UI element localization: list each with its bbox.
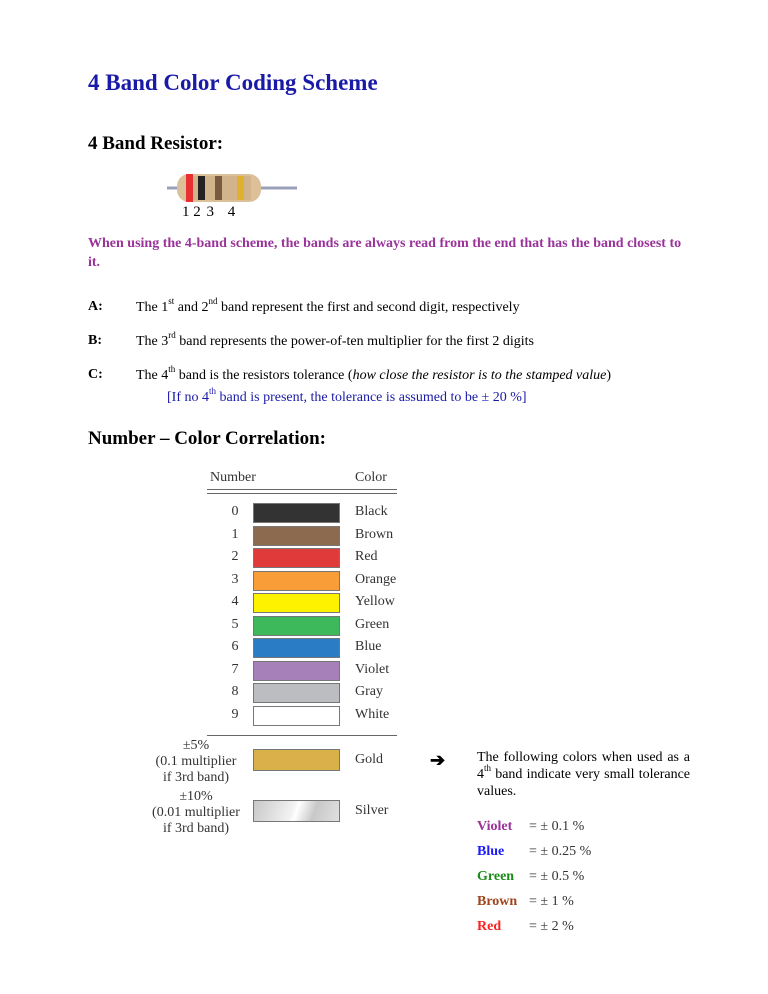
table-number — [141, 738, 251, 786]
table-color-name: White — [355, 706, 390, 722]
table-number: 0 — [231, 504, 239, 519]
tolerance-value: = ± 0.5 % — [529, 869, 585, 884]
table-color-name: Green — [355, 616, 390, 632]
rule-label: C: — [88, 367, 103, 382]
side-note: The following colors when used as a 4th band indicate very small tolerance values. — [477, 750, 690, 799]
band-1 — [186, 174, 193, 202]
tolerance-color: Red — [477, 919, 502, 934]
tolerance-item — [477, 869, 584, 885]
intro-text: When using the 4-band scheme, the bands are always read from the end that has the band closest to it. — [88, 236, 682, 270]
color-swatch — [253, 526, 340, 546]
color-swatch — [253, 749, 340, 771]
tolerance-item — [477, 819, 584, 835]
tolerance-value: = ± 2 % — [529, 919, 574, 934]
table-color-name: Violet — [355, 661, 390, 677]
number-line: if 3rd band) — [162, 821, 230, 836]
number-line: ±5% — [182, 738, 210, 753]
tolerance-color: Blue — [477, 844, 505, 859]
number-line: (0.01 multiplier — [152, 805, 240, 820]
table-color-name: Black — [355, 504, 388, 519]
arrow-right-icon: ➔ — [430, 750, 446, 770]
color-swatch — [253, 800, 340, 822]
tolerance-item — [477, 919, 574, 935]
band-2 — [198, 176, 205, 200]
color-swatch — [253, 638, 340, 658]
table-color-name: Gold — [355, 752, 383, 767]
table-color-name: Brown — [355, 526, 394, 542]
color-swatch — [253, 593, 340, 613]
resistor-illustration — [165, 168, 300, 208]
tolerance-value: = ± 0.1 % — [529, 819, 585, 834]
band-label: 1 — [182, 204, 190, 220]
rule-label: A: — [88, 299, 103, 314]
tolerance-note: [If no 4th band is present, the tolerance is assumed to be ± 20 %] — [167, 386, 527, 405]
band-3 — [215, 176, 222, 200]
table-number: 7 — [231, 661, 239, 677]
table-number: 2 — [231, 549, 239, 564]
number-line: ±10% — [179, 789, 213, 804]
rule-text: The 4th band is the resistors tolerance (how close the resistor is to the stamped value) — [136, 364, 612, 383]
table-number: 8 — [231, 684, 239, 699]
color-swatch — [253, 616, 340, 636]
table-color-name: Silver — [355, 803, 389, 818]
color-swatch — [253, 661, 340, 681]
color-swatch — [253, 571, 340, 591]
band-label: 4 — [227, 204, 236, 220]
band-numbers — [182, 204, 235, 221]
table-number: 6 — [231, 639, 239, 654]
header-number: Number — [210, 470, 256, 485]
table-number: 9 — [231, 706, 239, 722]
correlation-heading: Number – Color Correlation: — [88, 428, 327, 449]
table-number: 1 — [231, 526, 239, 542]
table-color-name: Gray — [355, 684, 383, 699]
resistor-heading: 4 Band Resistor: — [88, 133, 224, 154]
color-swatch — [253, 548, 340, 568]
table-number: 4 — [231, 594, 239, 609]
table-color-name: Blue — [355, 639, 382, 654]
table-number: 3 — [231, 571, 239, 587]
page-title: 4 Band Color Coding Scheme — [88, 70, 378, 95]
tolerance-color: Brown — [477, 894, 518, 909]
table-color-name: Red — [355, 549, 378, 564]
band-label: 3 — [206, 204, 214, 220]
band-label: 2 — [193, 204, 201, 220]
rule-text: The 1st and 2nd band represent the first and second digit, respectively — [136, 296, 520, 315]
tolerance-value: = ± 0.25 % — [529, 844, 592, 859]
number-line: (0.1 multiplier — [155, 754, 237, 769]
color-swatch — [253, 503, 340, 523]
table-color-name: Orange — [355, 571, 397, 587]
tolerance-value: = ± 1 % — [529, 894, 574, 909]
number-line: if 3rd band) — [162, 770, 230, 785]
tolerance-item — [477, 844, 591, 860]
header-color: Color — [355, 470, 387, 485]
tolerance-color: Violet — [477, 819, 513, 834]
table-color-name: Yellow — [355, 594, 395, 609]
color-swatch — [253, 683, 340, 703]
tolerance-color: Green — [477, 869, 515, 884]
tolerance-item — [477, 894, 574, 910]
rule-label: B: — [88, 333, 102, 348]
table-number — [141, 789, 251, 837]
table-number: 5 — [231, 616, 239, 632]
band-4 — [237, 176, 244, 200]
rule-text: The 3rd band represents the power-of-ten multiplier for the first 2 digits — [136, 330, 534, 349]
color-swatch — [253, 706, 340, 726]
